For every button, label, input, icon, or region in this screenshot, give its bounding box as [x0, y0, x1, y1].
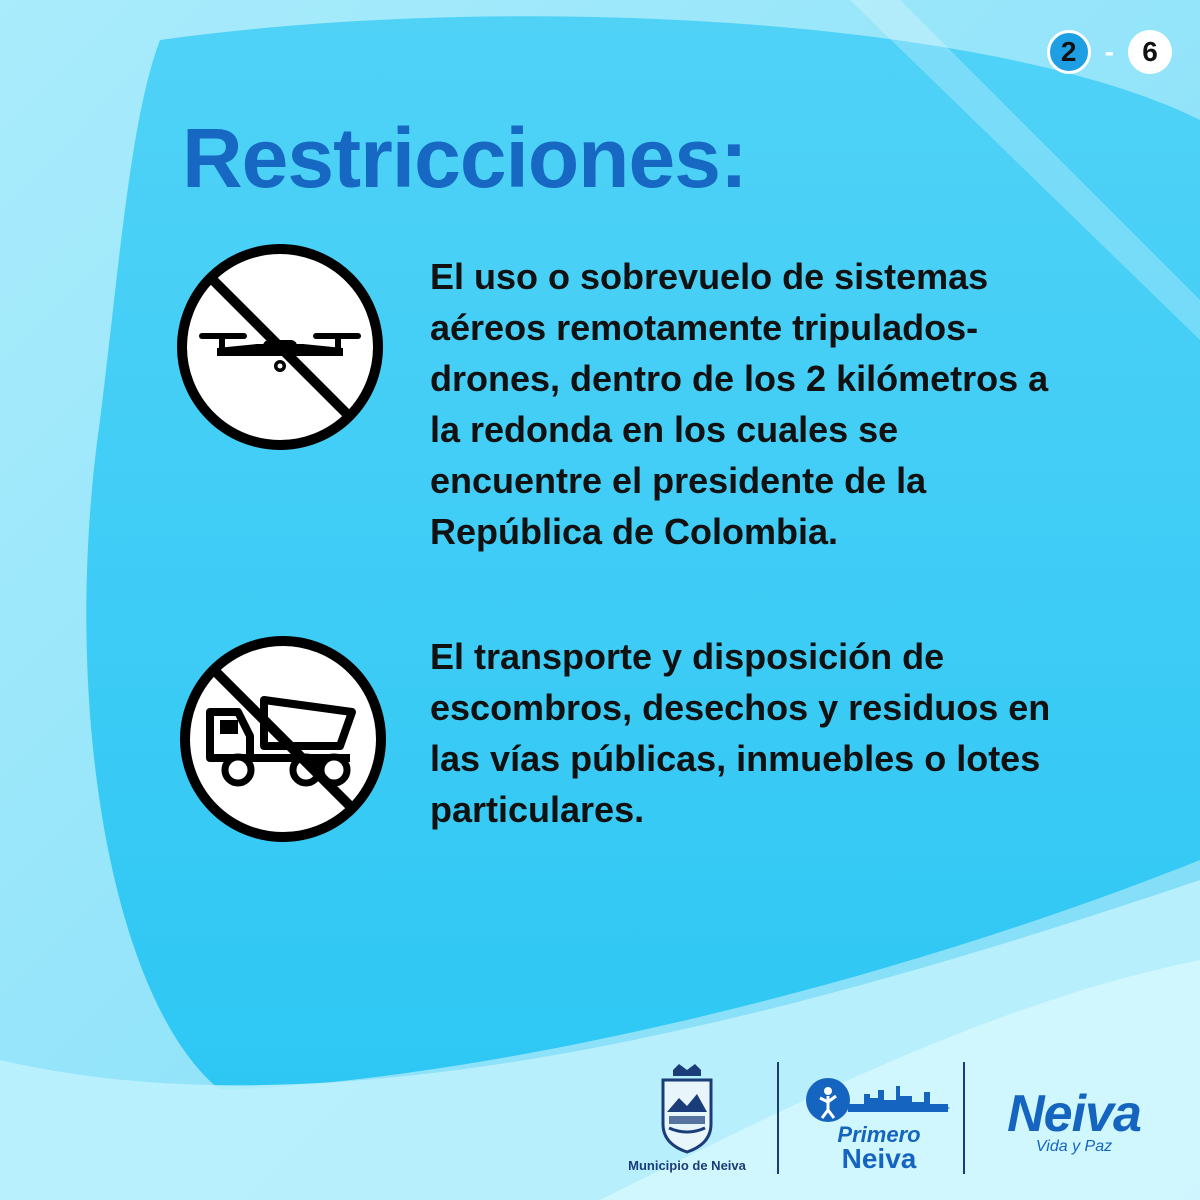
coat-of-arms-icon — [657, 1062, 717, 1154]
page-separator: - — [1104, 36, 1114, 67]
total-pages-indicator: 6 — [1128, 30, 1172, 74]
logo-divider-2 — [963, 1062, 965, 1174]
no-dump-truck-icon — [180, 636, 386, 847]
municipio-logo — [622, 1062, 752, 1173]
pagination — [1047, 30, 1172, 74]
neiva-vida-paz-logo — [984, 1085, 1164, 1156]
footer-logos — [0, 1050, 1200, 1200]
current-page-indicator: 2 — [1047, 30, 1091, 74]
restriction-debris-text: El transporte y disposición de escombros, desechos y residuos en las vías públicas, inmuebles o lotes particulares. — [430, 636, 1051, 830]
key-icon — [804, 1076, 954, 1124]
brand-word: Neiva — [1007, 1085, 1141, 1143]
no-drone-icon — [177, 244, 383, 455]
page-title: Restricciones: — [182, 111, 747, 205]
restriction-drone-text: El uso o sobrevuelo de sistemas aéreos remotamente tripulados-drones, dentro de los 2 kilómetros a la redonda en los cuales se encuentre el presidente de la República de Colombia. — [430, 256, 1049, 552]
neiva-label: Neiva — [841, 1143, 917, 1174]
logo-divider — [777, 1062, 779, 1174]
brand-tagline: Vida y Paz — [1035, 1138, 1113, 1155]
primero-label: Primero — [837, 1122, 921, 1147]
municipality-label: Municipio de Neiva — [628, 1158, 746, 1173]
primero-neiva-logo — [804, 1076, 954, 1172]
